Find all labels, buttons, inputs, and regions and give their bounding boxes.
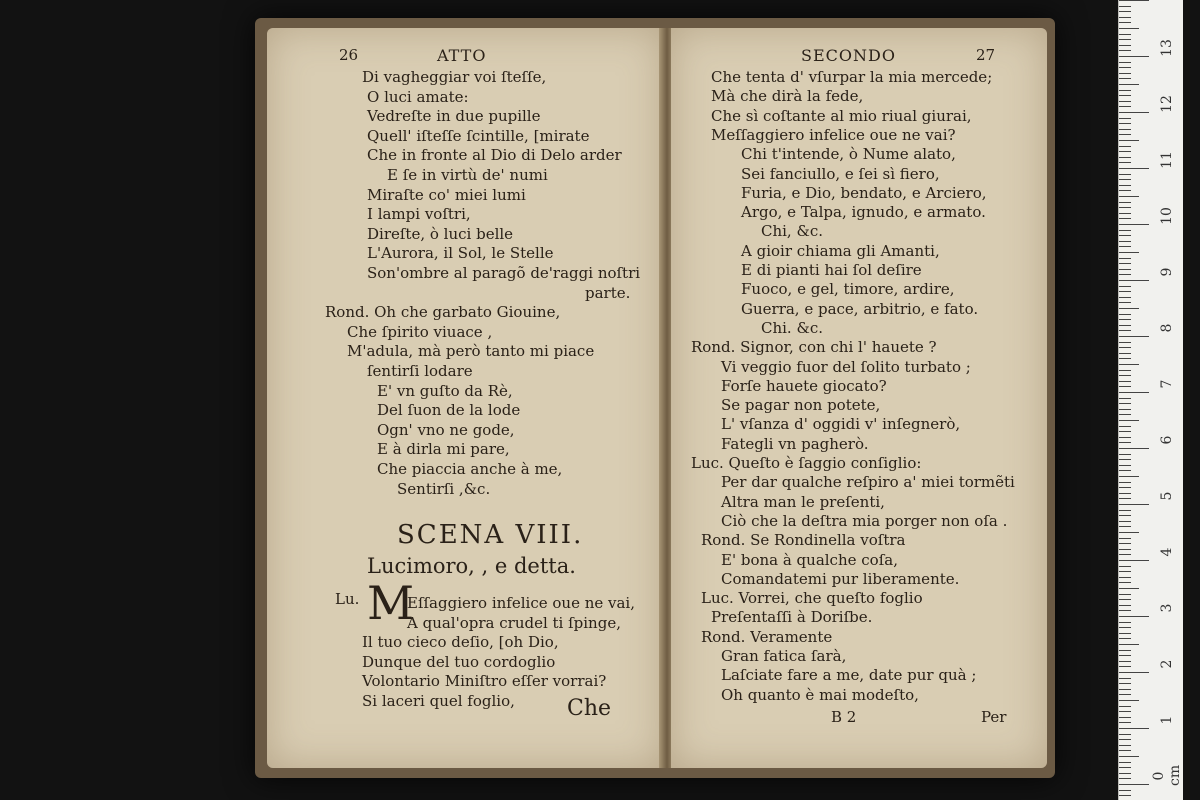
text-line: Che sì coſtante al mio riual giurai, [711,106,972,125]
ruler-tick [1119,773,1131,774]
ruler-tick [1119,588,1139,589]
text-line: Meſſaggiero infelice oue ne vai? [711,125,956,144]
ruler-tick [1119,420,1139,421]
ruler-tick [1119,666,1131,667]
text-line: Che tenta d' vſurpar la mia mercede; [711,68,993,86]
ruler-tick [1119,218,1131,219]
ruler-tick [1119,627,1131,628]
ruler-tick [1119,330,1131,331]
text-line: Chi t'intende, ò Nume alato, [741,145,956,164]
ruler-tick [1119,314,1131,315]
ruler-tick [1119,134,1131,135]
text-line: Luc. Vorrei, che queſto foglio [701,589,923,608]
ruler-tick [1119,515,1131,516]
text-line: Si laceri quel foglio, [362,691,515,710]
text-line: E' vn guſto da Rè, [377,381,513,400]
ruler-tick [1119,734,1131,735]
text-line: ſentirſi lodare [367,362,473,380]
ruler-tick [1119,151,1131,152]
left-running-head: ATTO [437,46,487,65]
right-running-head: SECONDO [801,46,896,65]
ruler-tick [1119,778,1131,779]
ruler-tick [1119,28,1139,29]
ruler-tick [1119,454,1131,455]
ruler-tick [1119,426,1131,427]
text-line: Argo, e Talpa, ignudo, e armato. [741,203,986,222]
ruler-tick [1119,325,1131,326]
ruler-tick [1119,582,1131,583]
ruler-tick [1119,224,1149,225]
ruler-tick [1119,689,1131,690]
text-line: Comandatemi pur liberamente. [721,569,960,588]
ruler-unit-label: 0 cm [1151,764,1183,786]
ruler-tick [1119,532,1139,533]
ruler-tick [1119,364,1139,365]
ruler-tick [1119,297,1131,298]
right-catchword: Per [981,708,1007,726]
ruler-tick [1119,274,1131,275]
text-line: Laſciate fare a me, date pur quà ; [721,666,977,685]
ruler-tick [1119,235,1131,236]
ruler-tick [1119,0,1149,1]
ruler-tick [1119,414,1131,415]
ruler-tick [1119,554,1131,555]
ruler-tick [1119,230,1131,231]
text-line: Quell' iſteſſe ſcintille, [mirate [367,126,590,145]
text-line: Forſe hauete giocato? [721,376,887,395]
ruler-tick [1119,207,1131,208]
text-line: Direſte, ò luci belle [367,224,514,243]
ruler-tick [1119,795,1131,796]
text-line: Mà che dirà la fede, [711,87,864,106]
open-book [255,18,1055,778]
ruler-tick [1119,45,1131,46]
ruler-tick [1119,655,1131,656]
ruler-tick [1119,409,1131,410]
ruler-tick [1119,644,1139,645]
ruler-number: 8 [1159,323,1175,333]
text-line: Volontario Miniſtro eſſer vorrai? [362,672,607,690]
text-line: Fuoco, e gel, timore, ardire, [741,280,955,299]
ruler-tick [1119,717,1131,718]
ruler-tick [1119,392,1149,393]
text-line: Vi veggio fuor del ſolito turbato ; [721,357,971,376]
ruler-tick [1119,291,1131,292]
ruler-tick [1119,549,1131,550]
right-page-number: 27 [976,46,996,64]
ruler-tick [1119,168,1149,169]
text-line: Son'ombre al paragõ de'raggi noſtri [367,264,641,282]
ruler-tick [1119,252,1139,253]
ruler-tick [1119,101,1131,102]
ruler-tick [1119,767,1131,768]
ruler-tick [1119,258,1131,259]
left-page [267,28,663,768]
text-line: Chi. &c. [761,318,823,337]
ruler-tick [1119,566,1131,567]
ruler-tick [1119,336,1149,337]
ruler-tick [1119,280,1149,281]
ruler-tick [1119,622,1131,623]
ruler-tick [1119,784,1149,785]
ruler-tick [1119,347,1131,348]
ruler-number: 13 [1159,39,1175,57]
ruler-tick [1119,179,1131,180]
ruler-tick [1119,683,1131,684]
ruler-tick [1119,543,1131,544]
ruler-tick [1119,56,1149,57]
ruler-tick [1119,17,1131,18]
ruler-tick [1119,50,1131,51]
text-line: Rond. Veramente [701,627,833,646]
ruler-tick [1119,672,1149,673]
ruler-tick [1119,39,1131,40]
ruler-tick [1119,308,1139,309]
ruler-tick [1119,594,1131,595]
ruler-tick [1119,34,1131,35]
ruler-tick [1119,694,1131,695]
ruler-tick [1119,302,1131,303]
left-page-number: 26 [339,46,359,64]
ruler-tick [1119,67,1131,68]
ruler-tick [1119,616,1149,617]
text-line: Miraſte co' miei lumi [367,185,526,204]
ruler-tick [1119,129,1131,130]
text-line: A gioir chiama gli Amanti, [741,241,940,260]
ruler-tick [1119,510,1131,511]
ruler-number: 9 [1159,267,1175,277]
ruler-tick [1119,577,1131,578]
scene-title: SCENA VIII. [397,520,584,550]
text-line: Dunque del tuo cordoglio [362,652,556,671]
text-line: Del ſuon de la lode [377,401,521,420]
text-line: E di pianti hai ſol deſire [741,261,922,279]
ruler-tick [1119,123,1131,124]
ruler-tick [1119,398,1131,399]
text-line: Che in fronte al Dio di Delo arder [367,146,622,165]
text-line: E ſe in virtù de' numi [387,166,548,184]
ruler-number: 3 [1159,603,1175,613]
text-line: Furia, e Dio, bendato, e Arciero, [741,183,987,202]
text-line: L'Aurora, il Sol, le Stelle [367,244,554,263]
text-line: Che ſpirito viuace , [347,322,493,341]
ruler-tick [1119,213,1131,214]
ruler-tick [1119,504,1149,505]
text-line: E à dirla mi pare, [377,440,510,459]
text-line: E' bona à qualche coſa, [721,550,898,569]
text-line: Ciò che la deſtra mia porger non oſa . [721,511,1008,530]
ruler-number: 12 [1159,95,1175,113]
ruler-tick [1119,700,1139,701]
ruler-tick [1119,448,1149,449]
ruler-tick [1119,745,1131,746]
ruler-tick [1119,487,1131,488]
text-line: Sentirſi ,&c. [397,479,491,498]
ruler-number: 7 [1159,379,1175,389]
ruler-tick [1119,633,1131,634]
text-line: Di vagheggiar voi ſteſſe, [362,68,547,86]
ruler-tick [1119,459,1131,460]
ruler-tick [1119,526,1131,527]
speaker-label: Lu. [335,590,360,608]
ruler-tick [1119,342,1131,343]
ruler-tick [1119,84,1139,85]
measuring-ruler [1118,0,1183,800]
ruler-tick [1119,106,1131,107]
ruler-tick [1119,493,1131,494]
text-line: Rond. Se Rondinella voſtra [701,531,906,550]
ruler-tick [1119,319,1131,320]
ruler-tick [1119,756,1139,757]
ruler-tick [1119,403,1131,404]
ruler-tick [1119,381,1131,382]
ruler-tick [1119,465,1131,466]
text-line: Vedreſte in due pupille [367,107,541,126]
ruler-number: 2 [1159,659,1175,669]
ruler-tick [1119,174,1131,175]
ruler-tick [1119,750,1131,751]
text-line: O luci amate: [367,87,469,106]
ruler-number: 1 [1159,715,1175,725]
signature-mark: B 2 [831,708,857,726]
ruler-tick [1119,202,1131,203]
ruler-tick [1119,118,1131,119]
ruler-tick [1119,6,1131,7]
ruler-tick [1119,610,1131,611]
ruler-tick [1119,157,1131,158]
ruler-tick [1119,790,1131,791]
ruler-tick [1119,711,1131,712]
scene-subtitle: Lucimoro, , e detta. [367,554,576,578]
ruler-tick [1119,22,1131,23]
ruler-tick [1119,190,1131,191]
text-line: A qual'opra crudel ti ſpinge, [407,613,621,632]
ruler-tick [1119,196,1139,197]
ruler-tick [1119,728,1149,729]
ruler-tick [1119,112,1149,113]
ruler-tick [1119,241,1131,242]
ruler-tick [1119,11,1131,12]
text-line: Per dar qualche reſpiro a' miei tormẽti [721,473,1015,492]
ruler-number: 10 [1159,207,1175,225]
left-catchword: Che [567,696,612,721]
text-line: Luc. Queſto è ſaggio conſiglio: [691,454,922,472]
ruler-tick [1119,370,1131,371]
ruler-number: 6 [1159,435,1175,445]
text-line: M'adula, mà però tanto mi piace [347,342,595,361]
text-line: Oh quanto è mai modeſto, [721,685,919,704]
text-line: Altra man le preſenti, [721,492,885,511]
ruler-tick [1119,431,1131,432]
ruler-tick [1119,146,1131,147]
text-line: Rond. Signor, con chi l' hauete ? [691,338,937,357]
ruler-tick [1119,386,1131,387]
ruler-tick [1119,605,1131,606]
text-line: Sei fanciullo, e ſei sì fiero, [741,164,940,183]
ruler-tick [1119,638,1131,639]
ruler-tick [1119,571,1131,572]
ruler-tick [1119,78,1131,79]
text-line: L' vſanza d' oggidi v' inſegnerò, [721,415,961,434]
text-line: Fategli vn pagherò. [721,434,869,453]
ruler-tick [1119,62,1131,63]
ruler-tick [1119,269,1131,270]
dropcap-letter: M [367,576,415,630]
text-line: Ogn' vno ne gode, [377,420,515,439]
ruler-tick [1119,678,1131,679]
ruler-tick [1119,437,1131,438]
ruler-tick [1119,246,1131,247]
ruler-number: 4 [1159,547,1175,557]
ruler-tick [1119,162,1131,163]
ruler-tick [1119,263,1131,264]
ruler-tick [1119,661,1131,662]
ruler-tick [1119,538,1131,539]
ruler-tick [1119,706,1131,707]
ruler-tick [1119,482,1131,483]
ruler-tick [1119,286,1131,287]
ruler-tick [1119,498,1131,499]
ruler-number: 5 [1159,491,1175,501]
ruler-tick [1119,560,1149,561]
ruler-tick [1119,90,1131,91]
right-page [671,28,1047,768]
text-line: parte. [585,283,631,302]
ruler-tick [1119,722,1131,723]
ruler-tick [1119,521,1131,522]
ruler-tick [1119,95,1131,96]
ruler-tick [1119,73,1131,74]
text-line: Che piaccia anche à me, [377,460,563,478]
ruler-tick [1119,762,1131,763]
text-line: Preſentaſſi à Doriſbe. [711,608,873,627]
text-line: Rond. Oh che garbato Giouine, [325,303,561,322]
ruler-tick [1119,470,1131,471]
ruler-tick [1119,650,1131,651]
text-line: Se pagar non potete, [721,396,881,415]
ruler-tick [1119,140,1139,141]
text-line: I lampi voſtri, [367,205,471,224]
text-line: Il tuo cieco deſio, [oh Dio, [362,633,559,651]
ruler-tick [1119,185,1131,186]
ruler-tick [1119,739,1131,740]
ruler-number: 11 [1159,151,1175,169]
ruler-tick [1119,353,1131,354]
ruler-tick [1119,442,1131,443]
text-line: Guerra, e pace, arbitrio, e fato. [741,299,979,318]
ruler-tick [1119,375,1131,376]
text-line: Eſſaggiero infelice oue ne vai, [407,594,635,612]
text-line: Chi, &c. [761,222,823,241]
ruler-tick [1119,599,1131,600]
ruler-tick [1119,476,1139,477]
ruler-tick [1119,358,1131,359]
text-line: Gran fatica ſarà, [721,647,847,665]
